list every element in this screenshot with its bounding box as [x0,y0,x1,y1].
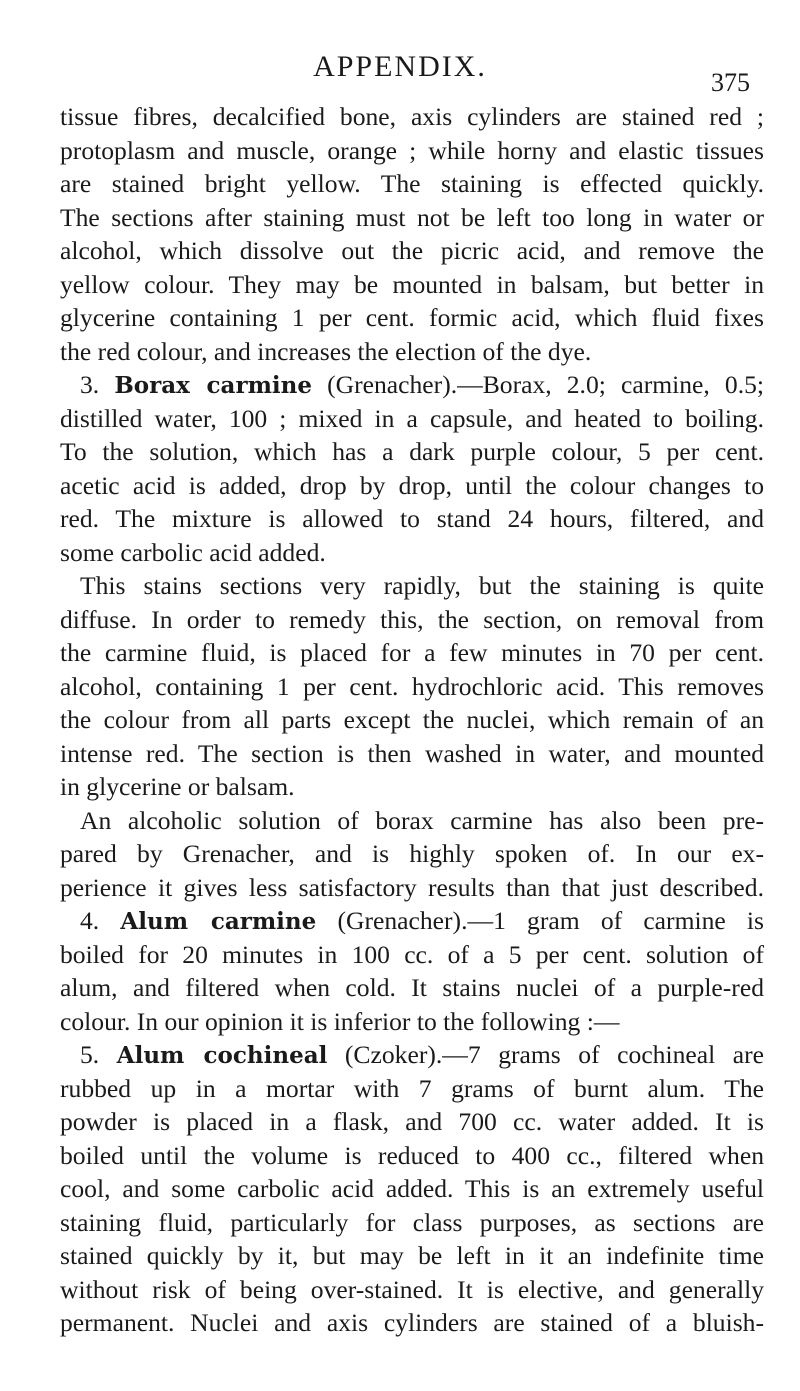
text-line: without risk of being over-stained. It is elective, and generally [60,1274,764,1304]
text-line: alum, and filtered when cold. It stains nuclei of a purple-red [60,973,764,1002]
text-line: the red colour, and increases the election of the dye. [60,336,592,366]
line-text: (Czoker).—7 grams of cochineal are [327,1040,765,1069]
text-line: alcohol, which dissolve out the picric acid, and remove the [60,236,764,265]
text-line: are stained bright yellow. The staining is effected quickly. [60,169,764,198]
text-line [60,368,764,402]
text-line: An alcoholic solution of borax carmine has also been pre- [80,805,764,835]
section-heading: Alum carmine [120,908,317,935]
text-line: colour. In our opinion it is inferior to the following :— [60,1006,620,1036]
text-line: staining fluid, particularly for class purposes, as sections are [60,1207,764,1237]
line-text: (Grenacher).—Borax, 2.0; carmine, 0.5; [312,370,764,399]
text-line: permanent. Nuclei and axis cylinders are stained of a bluish- [60,1308,764,1337]
text-line: This stains sections very rapidly, but the staining is quite [80,571,764,600]
section-number: 3. [80,370,115,399]
text-line: red. The mixture is allowed to stand 24 hours, filtered, and [60,504,764,533]
text-line: tissue fibres, decalcified bone, axis cylinders are stained red ; [60,102,764,131]
page-number: 375 [711,68,750,97]
text-line: protoplasm and muscle, orange ; while horny and elastic tissues [60,135,764,165]
running-title: APPENDIX. [313,50,487,83]
text-line: perience it gives less satisfactory results than that just described. [60,872,764,902]
text-line [60,904,764,938]
text-line: To the solution, which has a dark purple colour, 5 per cent. [60,437,764,466]
line-text: (Grenacher).—1 gram of carmine is [316,906,764,935]
text-line: stained quickly by it, but may be left in it an indefinite time [60,1241,764,1270]
text-line: diffuse. In order to remedy this, the section, on removal from [60,604,764,634]
text-line: the carmine fluid, is placed for a few minutes in 70 per cent. [60,638,764,667]
text-line: alcohol, containing 1 per cent. hydrochloric acid. This removes [60,671,764,701]
text-line: some carbolic acid added. [60,537,326,567]
section-heading: Alum cochineal [116,1042,328,1069]
text-line: in glycerine or balsam. [60,772,295,801]
text-line: the colour from all parts except the nuclei, which remain of an [60,705,764,734]
body-text [60,100,764,1340]
running-head [80,50,750,97]
text-line: yellow colour. They may be mounted in balsam, but better in [60,269,764,299]
text-line: acetic acid is added, drop by drop, until the colour changes to [60,470,764,500]
text-line: rubbed up in a mortar with 7 grams of burnt alum. The [60,1073,764,1103]
section-number: 4. [80,906,121,935]
text-line [60,1038,764,1072]
text-line: powder is placed in a flask, and 700 cc. water added. It is [60,1107,764,1136]
section-number: 5. [80,1040,117,1069]
text-line: glycerine containing 1 per cent. formic acid, which fluid fixes [60,303,764,332]
text-line: pared by Grenacher, and is highly spoken of. In our ex- [60,839,764,868]
text-line: The sections after staining must not be left too long in water or [60,202,764,232]
text-line: boiled for 20 minutes in 100 cc. of a 5 per cent. solution of [60,939,764,969]
text-line: cool, and some carbolic acid added. This is an extremely useful [60,1174,764,1203]
text-line: intense red. The section is then washed in water, and mounted [60,738,764,768]
text-line: boiled until the volume is reduced to 400 cc., filtered when [60,1140,764,1170]
section-heading: Borax carmine [114,372,312,399]
text-line: distilled water, 100 ; mixed in a capsule, and heated to boiling. [60,403,764,433]
